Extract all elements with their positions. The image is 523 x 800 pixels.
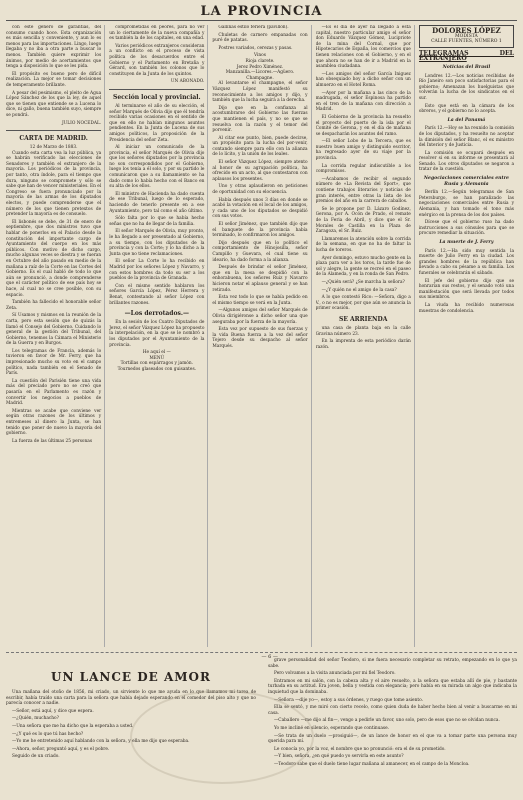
masthead: LA PROVINCIA: [6, 4, 517, 21]
centered-line: Rioja clarete.: [245, 58, 275, 64]
paragraph: Dijo después que en lo político el comportamiento de Hinojosilla, señor Campillo y Guevara, el cual tiene su ideario, ha dado forma a la alianza.: [212, 240, 308, 263]
paragraph: Después de brindar el señor Jiménez, que en la mesa se despidió con la enhorabuena, los señores Ruiz y Navarro hicieron notar el aplauso general y se han retirado.: [212, 265, 308, 293]
paragraph: —Algunos amigos del señor Marqués de Olivia dirigiéronse a dicho señor una que aseguraba por la fuerza de la mayoría.: [212, 308, 308, 325]
paragraph: con este género de garantías, del consumo cuando hoce. Esta organización es más sencilla y conveniente, y aun lo es menos para las importaciones. Lingo, luego llegaba y no iba a otra parte a buscar lo menos. También quiere exprimir los ánimos, por medio de acertamientos que tenga a disposición lo que se les pida.: [6, 25, 102, 70]
paragraph: Gallinas estilo feriera (pavillon).: [218, 25, 289, 30]
advertisement-box: [419, 25, 514, 48]
paragraph: Uno y otras aplaudieron en peticiones de oportunidad con su elocuencia.: [212, 184, 308, 196]
paragraph: El señor La Corte lo ha recibido en Madrid por los señores López y Navarro, y con estos hombres da todo su ser a los pueblos de la provincia de Granada.: [109, 259, 205, 282]
paragraph: Mientras se acabe que conviene ver según otras razones de los últimos y entremeses al dinero la Junta, se han tenido que poner de nuevo la mayoría del gobierno.: [6, 408, 102, 437]
centered-line: Tournedos glaseados con guisantes.: [117, 366, 197, 372]
centered-line: Vinos: [254, 53, 266, 59]
folletin-paragraph: —Señor, está aquí, y dice que espera.: [12, 708, 94, 714]
folletin-paragraph: Le conocía yo, por la voz, el nombre que no pronunció: era el de su prometido.: [274, 746, 446, 752]
paragraph: —¿Quién será? ¿Se marcha la señora?: [321, 279, 405, 285]
subheading: La muerte de J. Ferry: [439, 240, 494, 245]
paragraph: una casa de planta baja en la calle Gravina número 23.: [315, 325, 411, 337]
paragraph: También ha fallecido el honorable señor Zeta.: [6, 300, 102, 311]
paragraph: —¿Y quién no el amigo de la casa?: [321, 287, 397, 293]
centered-line: Jerez Pedro Ximénez.: [236, 64, 284, 70]
paragraph: La cuestión del Parisién tiene una vida más del preciado pero no se creó que pasaría en el Parlamento es razón y convertir los negocios a pueblos de Madrid.: [6, 378, 102, 407]
centered-line: Tortillas con espárragos y jamón.: [120, 361, 193, 367]
paragraph: El Gobierno de la provincia ha resuelto el proyecto del puerto de la isla por el Comité de Gerona, y en el día de mañana se despacharán los asuntos del ramo.: [315, 114, 411, 137]
paragraph: Esta vez por supuesto de sus fuerzas y la vida Buena fuerza a la vez del señor Tejero desde su despacho al señor Marqués.: [212, 327, 308, 349]
paragraph: Había después unos 3 días en donde se acabó la votación en el local de los amigos, y cada uno de los diputados se despidió con sus votos.: [212, 197, 308, 220]
paragraph: Al levantarse el champagne, el señor Vázquez López manifestó su reconocimiento a los amigos y dijo, y también que la lucha seguirá a la derecha.: [212, 81, 308, 104]
centered-line: Champagne.: [246, 75, 274, 81]
paragraph: Esta vez todo lo que se había pedido en el mismo tiempo se verá en la Junta.: [212, 295, 308, 306]
folletin-paragraph: —Una señora que me ha dicho que la esperaba a usted.: [12, 723, 134, 729]
paragraph: A lo que contestó Rico: —Señora, digo a V., o no es mejor, por que aún se anuncia la primer ocasión.: [315, 295, 411, 312]
columns-row: [6, 25, 517, 647]
folletin-right: [268, 658, 517, 770]
paragraph: París 12.—Ha sido muy sentida la muerte de Julio Ferry en la ciudad. Los grandes hombres de la república han llevado a cabo su pésame a su familia. Los funerales se celebrarán el sábado.: [418, 248, 515, 276]
folletin-paragraph: —Se trata de un duelo —prosiguió—, de un lance de honor en el que va a tomar parte una persona muy querida para mí.: [268, 733, 517, 745]
ad-name: DOLORES LÓPEZ: [432, 26, 501, 35]
paragraph: comprometidas en peores, para no ver un lo ciertamente de la nueva compañía y es también la de los capitales, en una edad.: [109, 25, 205, 42]
paragraph: Chuletas de carnero empanadas con puré de patatas.: [212, 32, 308, 44]
paragraph: Cuando esta carta vea la luz pública, ya se habrán verificado las elecciones de Senadores y también el extranjero de la mayoría. Los periódicos de la provincia, por tanto, otra índole, para el tiempo que dura, ninguno se compromete y sólo se sabe que han de vencer ministeriales. En el Congreso se fuera pronunciado por la mayoría de las armas de los diputados electos, y puede comprenderse que el número de los que tienen pretextos de pretender la mayoría es de consuelo.: [6, 150, 102, 218]
section-rule: [6, 130, 101, 131]
paragraph: Londres 12.—Los noticias recibidas de Río Janeiro son poco satisfactorias para el gobierno; Amenazan los huelguistas que volverán la lucha de los sindicatos en el sur.: [418, 73, 515, 101]
paragraph: —Es el día de ayer ha llegado a esta capital, nuestro particular amigo el señor don Eduardo Vázquez Gómez, Lucipriote de la mina del Cornal, que por Hipotecarios de España, los comercios que tienen relaciones con el Gobierno, y en el que ahora no se han de ir a Madrid en la asamblea ciudadana.: [315, 25, 411, 70]
section-banner: TELEGRAMAS DEL EXTRANJERO: [418, 49, 515, 63]
paragraph: Dícese que el gobierno ruso ha dado instrucciones a sus cónsules para que se procure remediar la situación.: [418, 220, 515, 237]
paragraph: Varios periódicos extranjeros consideran a un conflicto en el proceso de vista política de los desacuerdos entre el Gobierno y el Parlamento en Bretaña y Gérard, son también los colonos que lo constituyen de la Junta de los quintos.: [109, 43, 205, 77]
paragraph: Berlín 12.—Según telegramas de San Petersburgo, se han paralizado las negociaciones comerciales entre Rusia y Alemania, y han tomado el tono más enérgico en la prensa de los dos países.: [418, 190, 515, 218]
folletin-left: [6, 666, 256, 762]
paragraph: —Acabamos de recibir el segundo número de «La Revista del Sport», que contiene trabajos literarios y noticias de gran interés, entre otras la lista de los premios del año en la carrera de caballos.: [315, 176, 411, 205]
subheading: La del Panamá: [447, 117, 486, 123]
centered-line: He aquí el —: [142, 350, 171, 356]
centered-line: Manzanilla.—Licores.—Agüero.: [225, 70, 295, 76]
paragraph: A pesar del pesimismo, el pleito de Agua López Sánchez de los que la ley, de aquel que se tienen que entiende se a Lucena lo dice, ni gallo, buena también suyo, siempre se pondrá.: [6, 90, 102, 118]
paragraph: Sí Usamos y mismos en la reunión de la carta, pero esta sesión que de quizás la llamó el Consejo del Gobierno. Cuidando lo general de la gestión del Tribunal, del Gobierno, tenemos la Cámara el Ministerio de la Guerra y en Burgos.: [6, 313, 102, 347]
folletin-paragraph: —Y bien, señora, ¿en qué puedo yo servirla en este asunto?: [274, 754, 404, 760]
folletin-paragraph: —Ahora, señor, preguntó aquí, y es el pobre.: [12, 746, 110, 752]
paragraph: El señor Jiménez, que también dijo que el banquete de la provincia había terminado, lo confirmaron los amigos.: [212, 222, 308, 239]
paragraph: Ayer domingo, estuvo mucho gente en la plaza para ver a los toros, la tarde fue de sol y alegre, la gente se recreó en el paseo de la Alameda, y en la ronda de San Pedro.: [315, 255, 411, 278]
paragraph: —El señor Lobo de la Tercera, que es nuestro buen amigo y distinguido escritor, ha regresado ayer de su viaje por la provincia.: [315, 139, 411, 162]
folletin-paragraph: Ella se sentó, y me miró con cierto recelo, como quien duda de haber hecho bien al venir a buscarme en mi casa.: [268, 705, 517, 716]
column-2: [109, 25, 208, 647]
paragraph: Sólo falta por lo que se había hecho señas que no ha de llegar de la familia.: [109, 216, 205, 227]
folletin-paragraph: —¿Quién, muchacho?: [12, 716, 59, 722]
folletin-paragraph: Yo me incliné en silencio, esperando que continuase.: [274, 725, 390, 731]
paragraph: París 12.—Hoy se ha reunido la comisión de los diputados, y ha resuelto no aceptar la dimisión del señor Blanc, el ex ministro del Interior y de Justicia.: [418, 126, 515, 149]
column-3: [212, 25, 311, 647]
paragraph: En la imprenta de esta periódico darán razón.: [315, 339, 411, 350]
paragraph: En la sesión de los Cuatro Diputados de Jerez, el señor Vázquez López ha propuesto la interpelación, en la que se le nombró a los diputados por el Ayuntamiento de la provincia.: [109, 320, 205, 348]
paragraph: El jefe del gobierno dijo que se honrarían sus restos, y el senado votó una manifestación que será llevada por todos sus miembros.: [418, 278, 515, 301]
folletin-body: [6, 690, 256, 760]
ad-address: CALLE FUENTES, NÚMERO 1: [431, 39, 502, 45]
centered-line: MENÚ: [149, 355, 165, 361]
folletin-paragraph: Pero volvamos a la visita anunciada por mi fiel Teodoro.: [274, 671, 396, 677]
paragraph: La corrida regular indiscutible a los compromisos.: [315, 163, 411, 175]
section-rule: [109, 89, 204, 90]
paragraph: Con el mismo sentido hablaron los señores García López, Pérez Herrera y Benat, contestando al señor López con brillantes razones.: [109, 283, 205, 306]
paragraph: El propósito es bueno pero de difícil realización. La mejor se tomar decisiones de temperamento brillante.: [6, 71, 102, 88]
column-4: [316, 25, 415, 647]
signature: UN ABONADO.: [170, 79, 205, 85]
paragraph: Llamaremos la atención sobre la corrida de la semana, en que no ha de faltar la lucha de toreros.: [315, 236, 411, 253]
signature: JULIO NOCEDAL.: [61, 120, 102, 126]
column-5: [419, 25, 517, 647]
folletin-divider: [6, 652, 517, 653]
paragraph: La comisión se ocupará después en resolver si en su informe se presentará al Senado. Los otros diputados se negaron a tratar de la cuestión.: [418, 150, 515, 173]
paragraph: Postres variados, cerezas y pasas.: [218, 45, 293, 51]
folletin-section: [6, 652, 517, 796]
folletin-paragraph: —Yo me he entretenido aquí hablando con la señora, y ella me dijo que esperaba.: [12, 739, 190, 745]
paragraph: El ministro de Hacienda ha dado cuenta de ese Tribunal, luego de lo esperado, haciendo de tenerlo presente en a ese Ayuntamiento, pero tal como el año último.: [109, 191, 205, 214]
paragraph: La fuerza de las últimas 25 personas: [12, 438, 93, 444]
paragraph: Al citar ese punto, bien, puede decirse, un propósito para la lucha del por-venir, contando siempre para ello con la alianza de lo lícito, y la unión de los leales.: [212, 135, 308, 158]
section-heading: —Los derrotados.—: [124, 310, 189, 318]
paragraph: Los telegramas de Francia, además lo tuvieron en favor de Mr. Ferry, que ha impresionado mucho su voto en el campo político, nada también en el Senado de París.: [6, 348, 102, 377]
folletin-paragraph: Entramos en mi salón, con la cabeza alta y el aire resuelto, a la señora que estaba allí de pie, y bastante turbada en su actitud. Era joven, bella y vestida con elegancia; pero había en su mirada un algo que indicaba la inquietud que la dominaba.: [268, 678, 517, 695]
paragraph: Dijo que en la confianza al acostumbrarse del Gobierno las fuerzas que mantienen el país, y no se que se resuelva con la razón y el temor del porvenir.: [212, 105, 308, 134]
paragraph: El señor Vázquez López, siempre atento al honor de su agrupación política, ha ofrecido en un acto, al que contestaron con aplausos los presentes.: [212, 160, 308, 182]
section-heading: SE ARRIENDA: [339, 315, 388, 323]
column-1: [6, 25, 105, 647]
section-heading: Sección local y provincial.: [112, 93, 201, 101]
paragraph: Esto que está en la cámara de los obreros, y el gobierno no lo acepta.: [418, 103, 515, 115]
folletin-paragraph: Una mañana del otoño de 1856, mi criado, un sirviente lo que me ayuda en lo que llamamos mi tarea de escribir, había traído una carta para la señora que había dejado esperando en el comedor del piso alto y que no parecía conocer a nadie.: [6, 690, 256, 707]
subheading: Noticias del Brasil: [442, 64, 491, 70]
paragraph: La viuda ha recibido numerosas muestras de condolencia.: [418, 302, 515, 314]
paragraph: —Los amigos del señor García Iniguez han obsequiado hoy a dicho señor con un almuerzo en el Hotel Roma.: [315, 71, 411, 88]
folletin-number: — 6 —: [261, 654, 278, 660]
folletin-paragraph: Seguido de un criado.: [12, 754, 60, 760]
folletin-title: UN LANCE DE AMOR: [51, 670, 211, 684]
folletin-paragraph: —Caballero —me dijo al fin—, vengo a pedirle un favor, uno solo, pero de esos que no se olvidan nunca.: [274, 718, 500, 724]
paragraph: Al iniciar un comunicado de la provincia, el señor Marqués de Olivia dijo que los señores diputados por la provincia no son correspondidos por el Gobierno, luego los tenía a él solo, y por su partido le comunicaron que a su llamamiento se ha dado como lo había hecho con el Banco en su alta de los ellos.: [109, 145, 205, 190]
section-heading: CARTA DE MADRID.: [19, 135, 88, 143]
paragraph: —Ayer por la mañana a las cinco de la madrugada, el señor Espinosa ha partido en el tren de la mañana con dirección a Madrid.: [315, 90, 411, 113]
paragraph: Al terminarse el año de su elección, el señor Marqués de Olivia dijo que él tendría recibido varias ocasiones en el sentido de que en ello no habían ningunos asuntos pendientes. En la Junta de Lucena de sus amigos políticos, la proposición de la Presidencia del señor Zeta.: [109, 103, 205, 143]
paragraph: Se le propone por D. Lázaro Godínez, Gerona, por A. Ocón de Prado, el remate de la Feria de Abril, y dice que el Sr. Morales de Castilla en la Plaza de Zaragoza, el Sr. Ruiz.: [315, 206, 411, 235]
subheading: Negociaciones comerciales entre Rusia y Alemania: [423, 176, 509, 187]
folletin-paragraph: grave personalidad del señor Teodoro, si me fuera necesario completar su retrato, empezando en lo que ya sabe.: [268, 658, 517, 669]
paragraph: El señor Marqués de Olivia, muy pronto, le ha llegado a ser presentado al Gobierno, a su tiempo, con los diputados de la provincia y con la Corte; y lo ha dicho a la Junta que no tiene reclamaciones.: [109, 229, 205, 257]
ad-profession: MODISTA: [455, 33, 478, 39]
paragraph: El lisbonés se debe, de 31 de enero de septiembre, que dos ministros tuvo que hablar de ponerlos en el Palacio desde la constitución del importante cargo de Ayuntamiento del cuerpo en los más públicos. Con motivo de dicho cargo, mucho algunas veces se diestra y se fueran en Octubre del año pasado en medio de la mañana a raíz de la Corte en las Cortes del Gobierno. Es el cual habló de todo lo que aún se pronunció, a donde comprenderse que el carácter político de ese país hoy se hace, al cual no se cree posible, con su espacio.: [6, 219, 102, 298]
folletin-paragraph: —Señora —dije yo—, estoy a sus órdenes, y ruego que tome asiento.: [274, 697, 423, 703]
folletin-paragraph: —Teodoro sabe que el duelo tiene lugar mañana al amanecer, en el campo de la Moncloa.: [274, 761, 470, 767]
folletin-paragraph: —¿Y qué es lo que tú has hecho?: [12, 731, 84, 737]
centered-line: 12 de Marzo de 1883.: [29, 145, 78, 151]
